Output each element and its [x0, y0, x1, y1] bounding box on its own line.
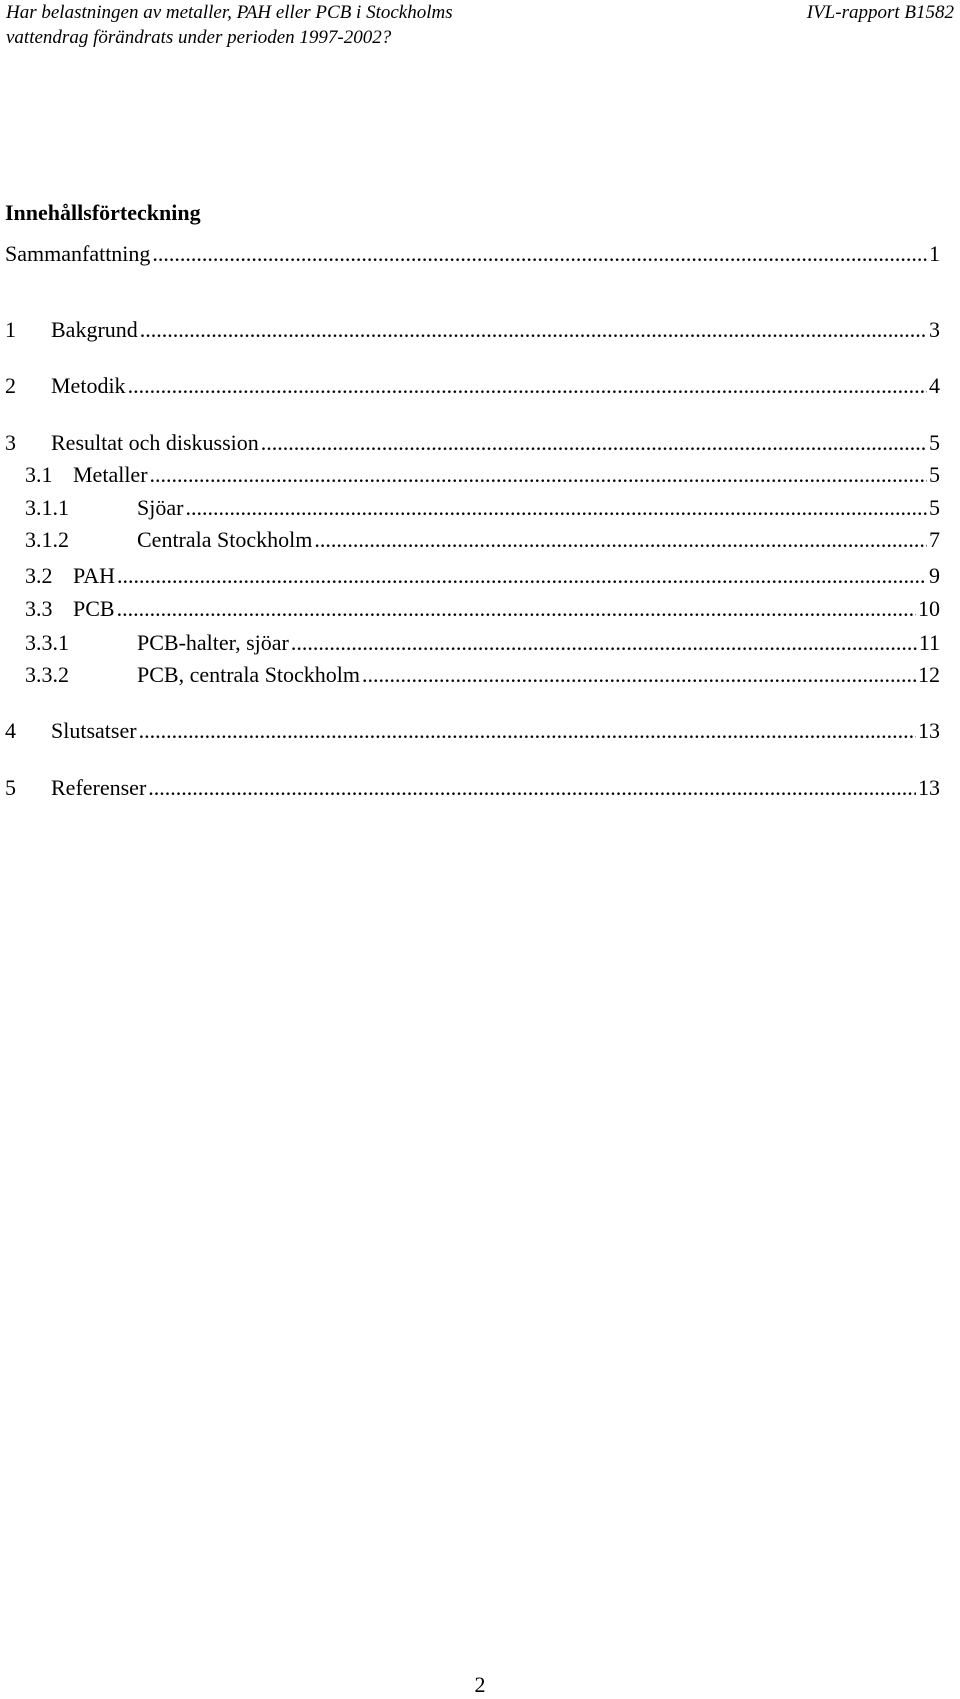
toc-entry-page: 13 [918, 718, 940, 743]
toc-entry-title: Slutsatser [51, 718, 137, 743]
toc-dot-leader [150, 461, 927, 489]
toc-entry-page: 12 [918, 662, 940, 687]
toc-entry-sammanfattning[interactable] [5, 240, 940, 268]
toc-dot-leader [314, 526, 927, 554]
toc-entry-number: 3.1 [25, 462, 53, 487]
toc-entry-page: 9 [929, 563, 940, 588]
toc-entry-pcb-centrala-stockholm[interactable] [25, 661, 940, 689]
toc-entry-page: 5 [929, 462, 940, 487]
report-id: IVL-rapport B1582 [806, 2, 954, 23]
toc-entry-bakgrund[interactable] [5, 316, 940, 344]
toc-entry-number: 3 [5, 430, 16, 455]
toc-entry-slutsatser[interactable] [5, 717, 940, 745]
toc-entry-referenser[interactable] [5, 774, 940, 802]
toc-entry-title: PAH [73, 563, 115, 588]
toc-entry-title: PCB, centrala Stockholm [137, 662, 361, 687]
toc-dot-leader [128, 372, 927, 400]
toc-entry-page: 10 [918, 596, 940, 621]
toc-entry-title: PCB-halter, sjöar [137, 630, 289, 655]
toc-entry-number: 3.3.1 [25, 630, 69, 655]
toc-entry-title: Sammanfattning [5, 241, 151, 266]
toc-dot-leader [139, 717, 916, 745]
toc-entry-page: 7 [929, 527, 940, 552]
header-row-1 [6, 0, 954, 25]
toc-entry-pcb[interactable] [25, 595, 940, 623]
toc-entry-number: 5 [5, 775, 16, 800]
toc-dot-leader [362, 661, 916, 689]
toc-entry-title: Sjöar [137, 495, 184, 520]
toc-entry-page: 3 [929, 317, 940, 342]
toc-dot-leader [140, 316, 927, 344]
toc-dot-leader [117, 595, 916, 623]
toc-entry-metaller[interactable] [25, 461, 940, 489]
toc-entry-title: Bakgrund [51, 317, 138, 342]
toc-entry-title: PCB [73, 596, 115, 621]
header-row-2 [6, 25, 954, 50]
toc-dot-leader [261, 429, 927, 457]
toc-entry-number: 3.3.2 [25, 662, 69, 687]
toc-entry-number: 3.1.2 [25, 527, 69, 552]
report-title-line-1: Har belastningen av metaller, PAH eller PCB i Stockholms [6, 2, 453, 23]
toc-dot-leader [185, 494, 927, 522]
toc-entry-resultat[interactable] [5, 429, 940, 457]
report-title-line-2: vattendrag förändrats under perioden 1997-2002? [6, 27, 392, 48]
page-header [6, 0, 954, 50]
toc-entry-page: 5 [929, 430, 940, 455]
toc-dot-leader [148, 774, 916, 802]
toc-entry-page: 4 [929, 373, 940, 398]
toc-entry-title: Metodik [51, 373, 126, 398]
toc-entry-pcb-halter-sjoar[interactable] [25, 629, 940, 657]
toc-entry-title: Resultat och diskussion [51, 430, 259, 455]
toc-entry-number: 1 [5, 317, 16, 342]
toc-entry-page: 13 [918, 775, 940, 800]
toc-entry-sjoar[interactable] [25, 494, 940, 522]
toc-entry-page: 11 [918, 630, 940, 655]
toc-entry-metodik[interactable] [5, 372, 940, 400]
toc-entry-number: 3.3 [25, 596, 53, 621]
toc-entry-number: 3.1.1 [25, 495, 69, 520]
toc-dot-leader [117, 562, 927, 590]
toc-entry-number: 2 [5, 373, 16, 398]
toc-entry-title: Metaller [73, 462, 148, 487]
toc-entry-page: 1 [929, 241, 940, 266]
toc-entry-title: Centrala Stockholm [137, 527, 313, 552]
toc-entry-pah[interactable] [25, 562, 940, 590]
toc-entry-number: 4 [5, 718, 16, 743]
toc-dot-leader [291, 629, 917, 657]
toc-dot-leader [152, 240, 927, 268]
toc-entry-page: 5 [929, 495, 940, 520]
toc-entry-title: Referenser [51, 775, 147, 800]
page-number: 2 [474, 1672, 486, 1697]
toc-entry-centrala-stockholm[interactable] [25, 526, 940, 554]
toc-heading: Innehållsförteckning [5, 200, 201, 225]
toc-entry-number: 3.2 [25, 563, 53, 588]
